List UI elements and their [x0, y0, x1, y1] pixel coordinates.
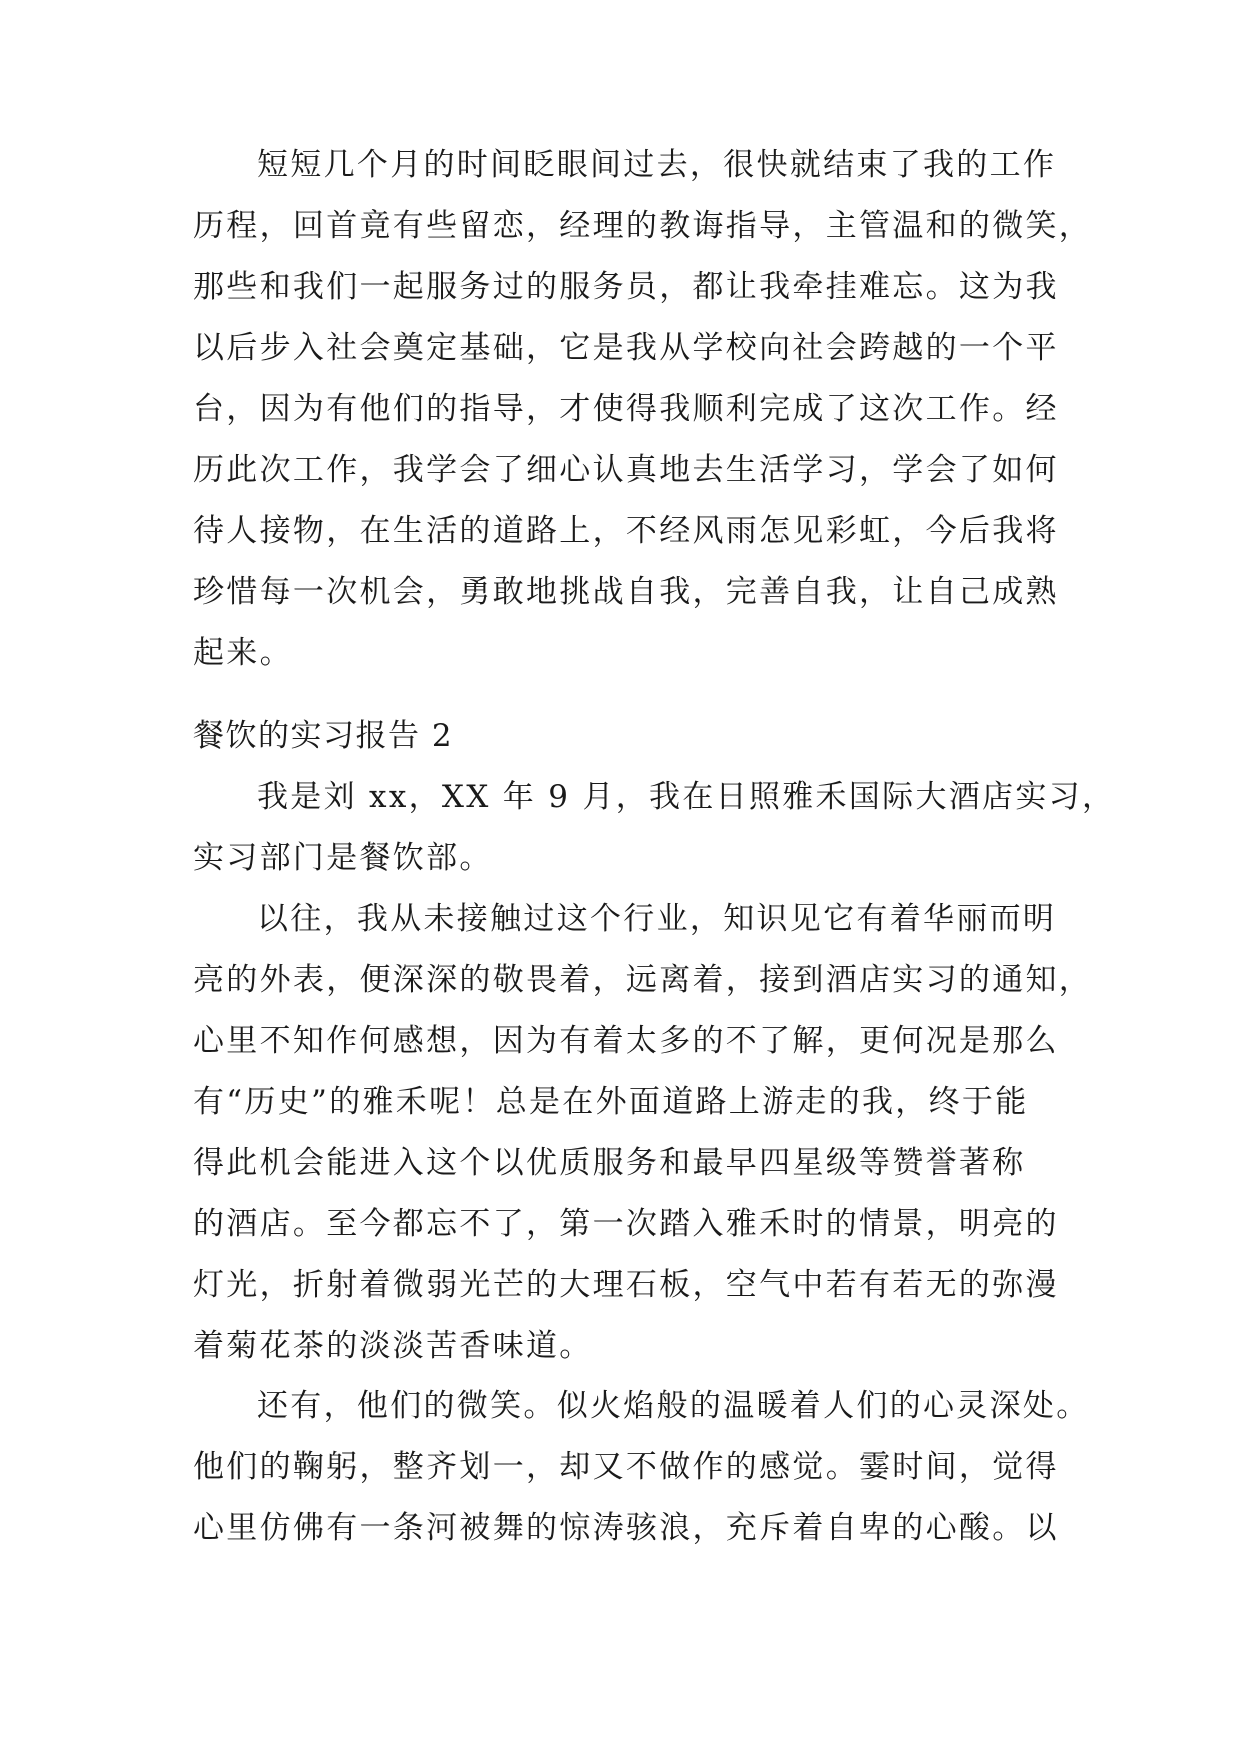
- paragraph-line: 得此机会能进入这个以优质服务和最早四星级等赞誉著称: [193, 1145, 1026, 1181]
- paragraph-line: 以往，我从未接触过这个行业，知识见它有着华丽而明: [257, 901, 1057, 937]
- paragraph-line: 短短几个月的时间眨眼间过去，很快就结束了我的工作: [257, 147, 1057, 183]
- paragraph-intro: [193, 767, 1116, 889]
- paragraph-line: 台，因为有他们的指导，才使得我顺利完成了这次工作。经: [193, 391, 1059, 427]
- paragraph-line: 起来。: [193, 635, 293, 671]
- paragraph-line: 我是刘 xx，XX 年 9 月，我在日照雅禾国际大酒店实习，: [257, 779, 1116, 815]
- paragraph-line: 历此次工作，我学会了细心认真地去生活学习，学会了如何: [193, 452, 1059, 488]
- paragraph-line: 实习部门是餐饮部。: [193, 840, 493, 876]
- paragraph-line: 还有，他们的微笑。似火焰般的温暖着人们的心灵深处。: [257, 1388, 1090, 1424]
- paragraph-line: 的酒店。至今都忘不了，第一次踏入雅禾时的情景，明亮的: [193, 1206, 1059, 1242]
- paragraph-line: 待人接物，在生活的道路上，不经风雨怎见彩虹，今后我将: [193, 513, 1059, 549]
- paragraph-first-impression: [193, 889, 1093, 1377]
- paragraph-line: 他们的鞠躬，整齐划一，却又不做作的感觉。霎时间，觉得: [193, 1449, 1059, 1485]
- paragraph-line: 亮的外表，便深深的敬畏着，远离着，接到酒店实习的通知，: [193, 962, 1093, 998]
- paragraph-reflection: [193, 135, 1093, 684]
- paragraph-line: 那些和我们一起服务过的服务员，都让我牵挂难忘。这为我: [193, 269, 1059, 305]
- paragraph-line: 心里不知作何感想，因为有着太多的不了解，更何况是那么: [193, 1023, 1059, 1059]
- section-heading: 餐饮的实习报告 2: [193, 718, 454, 754]
- paragraph-line: 心里仿佛有一条河被舞的惊涛骇浪，充斥着自卑的心酸。以: [193, 1510, 1059, 1546]
- paragraph-line: 灯光，折射着微弱光芒的大理石板，空气中若有若无的弥漫: [193, 1267, 1059, 1303]
- paragraph-line: 着菊花茶的淡淡苦香味道。: [193, 1328, 593, 1364]
- paragraph-smiles: [193, 1376, 1090, 1559]
- paragraph-line: 以后步入社会奠定基础，它是我从学校向社会跨越的一个平: [193, 330, 1059, 366]
- paragraph-line: 历程，回首竟有些留恋，经理的教诲指导，主管温和的微笑，: [193, 208, 1093, 244]
- paragraph-line: 有“历史”的雅禾呢！总是在外面道路上游走的我，终于能: [193, 1084, 1029, 1120]
- paragraph-line: 珍惜每一次机会，勇敢地挑战自我，完善自我，让自己成熟: [193, 574, 1059, 610]
